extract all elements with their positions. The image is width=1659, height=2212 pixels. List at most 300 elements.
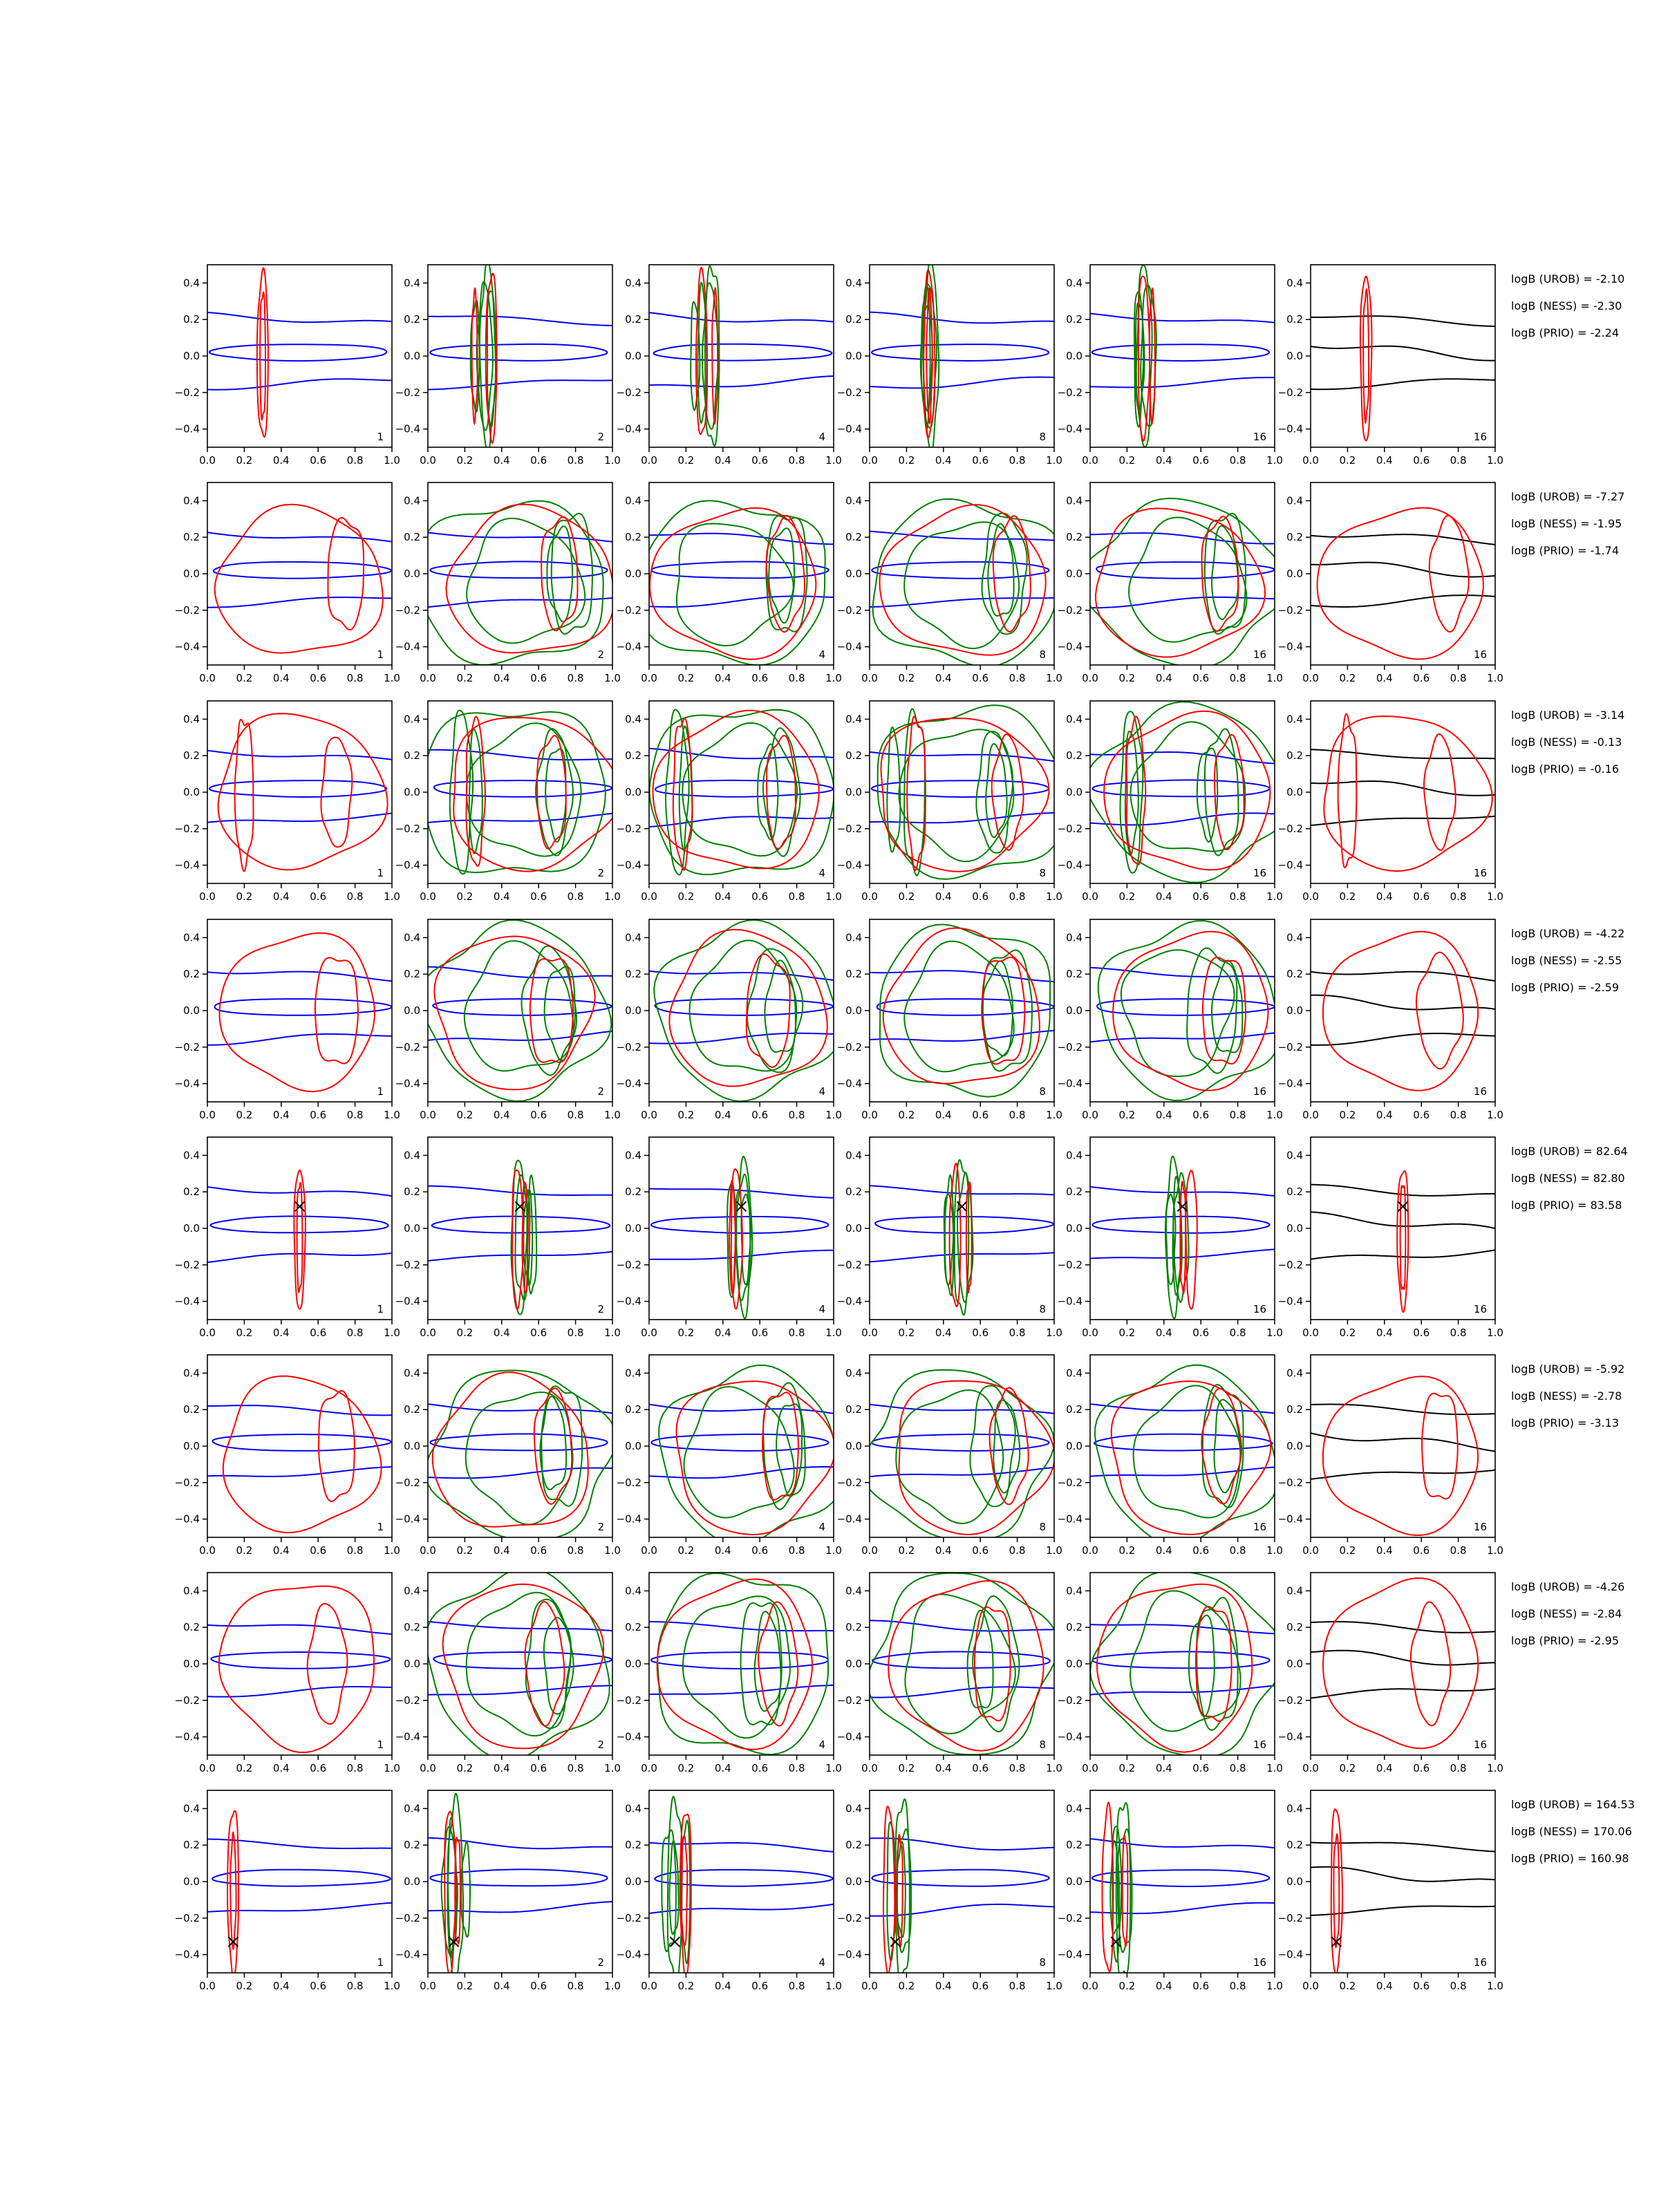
panel-sample-count: 8 (1039, 1303, 1046, 1315)
logb-annotation: logB (PRIO) = -1.74 (1511, 544, 1619, 557)
prior-band-upper (207, 1405, 392, 1415)
y-tick-label: −0.2 (836, 822, 862, 835)
logb-annotation: logB (PRIO) = 83.58 (1511, 1199, 1622, 1212)
y-tick-label: 0.2 (625, 1185, 641, 1199)
panel-sample-count: 16 (1253, 1303, 1266, 1315)
x-tick-label: 0.2 (677, 1109, 695, 1121)
y-tick-label: 0.0 (845, 1222, 862, 1235)
x-tick-label: 0.4 (714, 1327, 731, 1339)
x-tick-label: 0.8 (1450, 1109, 1467, 1121)
prior-ellipse (875, 1217, 1053, 1233)
prior-band-lower (1311, 1689, 1495, 1698)
y-tick-label: −0.2 (174, 1040, 200, 1053)
red-contour (308, 1604, 348, 1724)
x-tick-label: 0.2 (1118, 890, 1136, 903)
x-tick-label: 0.0 (861, 1762, 878, 1774)
panel-sample-count: 16 (1253, 1738, 1266, 1751)
logb-annotation: logB (NESS) = -1.95 (1511, 517, 1622, 530)
subplot-panel (1278, 1137, 1503, 1339)
x-tick-label: 1.0 (825, 1980, 842, 1992)
y-tick-label: 0.4 (1286, 931, 1303, 944)
prior-band-mid (1311, 346, 1495, 361)
y-tick-label: 0.4 (625, 713, 641, 726)
y-tick-label: 0.0 (1286, 1658, 1303, 1670)
y-tick-label: −0.4 (1057, 1077, 1082, 1090)
panel-sample-count: 16 (1253, 1956, 1266, 1969)
panel-sample-count: 4 (818, 1521, 825, 1533)
x-tick-label: 1.0 (384, 1109, 400, 1121)
x-tick-label: 0.6 (1192, 890, 1210, 903)
x-tick-label: 0.0 (1082, 454, 1098, 467)
y-tick-label: 0.4 (404, 494, 420, 507)
y-tick-label: −0.2 (1277, 1694, 1303, 1707)
y-tick-label: 0.4 (183, 1584, 200, 1597)
prior-band-upper (870, 752, 1054, 761)
x-tick-label: 1.0 (1487, 672, 1503, 684)
y-tick-label: 0.4 (183, 1149, 200, 1162)
subplot-panel (617, 1573, 842, 1774)
contour-layer (1311, 932, 1495, 1091)
y-tick-label: 0.4 (183, 1802, 200, 1815)
contour-layer (207, 1170, 392, 1309)
subplot-panel (837, 701, 1062, 903)
y-tick-label: 0.4 (625, 494, 641, 507)
prior-band-upper (649, 312, 834, 321)
subplot-panel (1278, 265, 1503, 467)
x-tick-label: 0.0 (199, 672, 216, 684)
y-tick-label: 0.2 (1066, 1185, 1082, 1199)
y-tick-label: −0.4 (1057, 1730, 1082, 1743)
prior-band-upper (1090, 314, 1275, 323)
y-tick-label: 0.2 (625, 313, 641, 326)
prior-band-upper (207, 972, 392, 982)
y-tick-label: 0.2 (625, 749, 641, 762)
x-tick-label: 0.0 (1082, 1544, 1098, 1557)
axes-frame (1311, 919, 1495, 1102)
y-tick-label: 0.0 (845, 1658, 862, 1670)
prior-band-lower (428, 380, 612, 389)
prior-band-lower (1311, 1250, 1495, 1259)
y-tick-label: 0.2 (1286, 1185, 1303, 1199)
x-tick-label: 0.2 (1118, 1980, 1136, 1992)
x-tick-label: 0.4 (272, 890, 290, 903)
x-tick-label: 0.6 (1413, 1327, 1430, 1339)
x-tick-label: 0.6 (1192, 1109, 1210, 1121)
red-contour (1113, 932, 1268, 1091)
logb-annotation: logB (UROB) = 82.64 (1511, 1145, 1628, 1158)
y-tick-label: 0.0 (183, 1004, 200, 1017)
y-tick-label: −0.4 (1057, 859, 1082, 872)
y-tick-label: −0.4 (616, 422, 641, 435)
green-contour (536, 729, 573, 856)
figure-row (175, 701, 1625, 903)
x-tick-label: 1.0 (604, 1762, 621, 1774)
prior-ellipse (434, 780, 612, 797)
red-contour (1323, 932, 1478, 1091)
y-tick-label: −0.2 (616, 822, 641, 835)
y-tick-label: 0.4 (845, 276, 862, 290)
x-tick-label: 1.0 (825, 1762, 842, 1774)
x-tick-label: 0.4 (493, 1762, 510, 1774)
y-tick-label: 0.4 (183, 931, 200, 944)
x-tick-label: 0.0 (420, 1327, 436, 1339)
y-tick-label: −0.2 (395, 1040, 420, 1053)
logb-annotation: logB (UROB) = 164.53 (1511, 1798, 1635, 1811)
logb-annotation: logB (NESS) = -2.30 (1511, 299, 1622, 312)
contour-layer (870, 259, 1054, 453)
subplot-panel (395, 482, 621, 684)
prior-band-lower (1311, 1033, 1495, 1045)
x-tick-label: 0.4 (272, 1327, 290, 1339)
y-tick-label: 0.0 (845, 786, 862, 798)
green-contour (766, 516, 807, 631)
red-contour (218, 713, 388, 870)
contour-layer (207, 1586, 392, 1753)
x-tick-label: 0.6 (751, 1109, 769, 1121)
x-tick-label: 0.4 (272, 454, 290, 467)
y-tick-label: 0.2 (625, 1621, 641, 1634)
y-tick-label: 0.0 (404, 1658, 420, 1670)
panel-sample-count: 16 (1253, 431, 1266, 443)
y-tick-label: −0.4 (616, 1948, 641, 1961)
y-tick-label: −0.2 (1057, 1476, 1082, 1489)
prior-band-upper (428, 1622, 612, 1631)
x-tick-label: 0.6 (530, 1109, 547, 1121)
prior-band-mid (1311, 1212, 1495, 1228)
y-tick-label: −0.4 (174, 1512, 200, 1526)
x-tick-label: 1.0 (1046, 890, 1062, 903)
prior-ellipse (210, 1217, 388, 1233)
prior-band-upper (649, 1622, 834, 1631)
y-tick-label: 0.2 (625, 968, 641, 981)
prior-band-lower (207, 1687, 392, 1697)
y-tick-label: −0.2 (174, 1694, 200, 1707)
x-tick-label: 0.8 (1229, 1109, 1246, 1121)
prior-ellipse (1092, 1651, 1269, 1668)
red-contour (321, 738, 353, 847)
figure-row (175, 1567, 1625, 1774)
y-tick-label: 0.2 (1066, 1403, 1082, 1416)
y-tick-label: 0.2 (1066, 531, 1082, 544)
x-tick-label: 0.6 (1413, 454, 1430, 467)
y-tick-label: 0.4 (625, 1802, 641, 1815)
prior-band-upper (207, 1625, 392, 1634)
contour-layer (649, 1573, 834, 1754)
prior-band-upper (870, 312, 1054, 324)
red-contour (1096, 508, 1265, 657)
true-value-marker (1398, 1201, 1408, 1211)
subplot-panel (175, 1790, 400, 1992)
x-tick-label: 0.8 (1009, 1327, 1026, 1339)
prior-band-lower (649, 1904, 834, 1913)
x-tick-label: 0.4 (1376, 1980, 1393, 1992)
y-tick-label: 0.4 (1066, 1802, 1082, 1815)
subplot-panel (1278, 1573, 1503, 1774)
y-tick-label: 0.2 (1286, 968, 1303, 981)
panel-sample-count: 16 (1473, 1085, 1487, 1098)
x-tick-label: 1.0 (1266, 1327, 1283, 1339)
green-contour (1079, 498, 1288, 667)
x-tick-label: 0.0 (420, 454, 436, 467)
y-tick-label: 0.0 (1286, 786, 1303, 798)
contour-layer (870, 499, 1062, 667)
x-tick-label: 1.0 (1487, 1327, 1503, 1339)
red-contour (1397, 1171, 1408, 1312)
x-tick-label: 0.4 (272, 672, 290, 684)
y-tick-label: 0.0 (404, 1440, 420, 1452)
x-tick-label: 1.0 (384, 1980, 400, 1992)
x-tick-label: 0.2 (456, 672, 474, 684)
prior-band-upper (1311, 749, 1495, 758)
green-contour (1205, 729, 1239, 856)
y-tick-label: 0.0 (404, 1004, 420, 1017)
x-tick-label: 0.2 (677, 1327, 695, 1339)
x-tick-label: 0.8 (1450, 1762, 1467, 1774)
y-tick-label: 0.4 (845, 1149, 862, 1162)
x-tick-label: 0.8 (788, 1327, 805, 1339)
y-tick-label: 0.4 (845, 713, 862, 726)
prior-ellipse (209, 780, 386, 797)
y-tick-label: 0.0 (183, 1658, 200, 1670)
contour-layer (649, 1365, 841, 1545)
x-tick-label: 0.0 (1302, 1762, 1319, 1774)
x-tick-label: 0.4 (714, 1109, 731, 1121)
x-tick-label: 0.2 (677, 454, 695, 467)
y-tick-label: −0.4 (1277, 1730, 1303, 1743)
contour-layer (207, 1376, 392, 1533)
y-tick-label: 0.2 (845, 1621, 862, 1634)
y-tick-label: −0.2 (836, 1694, 862, 1707)
y-tick-label: 0.2 (183, 1403, 200, 1416)
x-tick-label: 0.0 (420, 890, 436, 903)
prior-band-lower (1090, 377, 1275, 387)
prior-ellipse (211, 1652, 390, 1669)
logb-annotation: logB (UROB) = -4.26 (1511, 1580, 1625, 1593)
logb-annotation: logB (PRIO) = -2.95 (1511, 1634, 1619, 1647)
prior-ellipse (1096, 562, 1274, 579)
y-tick-label: 0.4 (183, 713, 200, 726)
x-tick-label: 1.0 (1046, 672, 1062, 684)
x-tick-label: 0.0 (420, 1980, 436, 1992)
red-contour (650, 508, 816, 659)
subplot-panel (1058, 1571, 1286, 1774)
y-tick-label: −0.4 (1277, 422, 1303, 435)
x-tick-label: 1.0 (1487, 890, 1503, 903)
y-tick-label: −0.2 (1277, 1476, 1303, 1489)
prior-ellipse (209, 344, 386, 361)
y-tick-label: 0.0 (1066, 1440, 1082, 1452)
green-contour (1098, 921, 1280, 1100)
red-contour (1338, 714, 1357, 868)
x-tick-label: 0.4 (493, 1327, 510, 1339)
x-tick-label: 0.8 (1450, 890, 1467, 903)
x-tick-label: 0.4 (935, 1980, 952, 1992)
green-contour (861, 1370, 1054, 1541)
x-tick-label: 0.6 (530, 1544, 547, 1557)
y-tick-label: −0.4 (836, 1295, 862, 1308)
y-tick-label: 0.4 (625, 1367, 641, 1380)
y-tick-label: 0.0 (1066, 1222, 1082, 1235)
x-tick-label: 0.0 (641, 1762, 657, 1774)
x-tick-label: 0.6 (972, 890, 989, 903)
x-tick-label: 0.4 (1376, 672, 1393, 684)
subplot-panel (617, 919, 842, 1121)
green-contour (868, 1573, 1058, 1755)
y-tick-label: 0.0 (1286, 568, 1303, 580)
green-contour (741, 1603, 782, 1725)
panel-sample-count: 2 (597, 867, 604, 879)
contour-layer (1311, 1578, 1495, 1748)
y-tick-label: −0.2 (1057, 1694, 1082, 1707)
contour-layer (1311, 714, 1495, 871)
y-tick-label: 0.4 (1286, 1367, 1303, 1380)
y-tick-label: 0.2 (1066, 1839, 1082, 1852)
logb-annotation: logB (PRIO) = -0.16 (1511, 762, 1619, 776)
x-tick-label: 0.2 (898, 1327, 915, 1339)
x-tick-label: 0.6 (1192, 454, 1210, 467)
y-tick-label: −0.4 (1057, 640, 1082, 653)
prior-ellipse (872, 344, 1049, 361)
prior-band-upper (649, 971, 834, 980)
y-tick-label: −0.4 (1057, 1512, 1082, 1526)
x-tick-label: 0.6 (751, 454, 769, 467)
y-tick-label: −0.4 (174, 1948, 200, 1961)
axes-frame (428, 1573, 612, 1755)
y-tick-label: −0.2 (616, 603, 641, 617)
axes-frame (428, 919, 612, 1102)
subplot-panel (175, 919, 400, 1121)
x-tick-label: 0.2 (1339, 1980, 1356, 1992)
y-tick-label: 0.2 (183, 531, 200, 544)
y-tick-label: 0.4 (625, 1149, 641, 1162)
x-tick-label: 0.6 (1413, 1980, 1430, 1992)
panel-sample-count: 16 (1253, 1085, 1266, 1098)
subplot-panel (617, 1137, 842, 1339)
contour-layer (649, 1797, 834, 1985)
logb-annotation: logB (UROB) = -4.22 (1511, 927, 1625, 940)
red-contour (888, 1581, 1043, 1751)
x-tick-label: 0.4 (1155, 1109, 1172, 1121)
x-tick-label: 0.0 (420, 1109, 436, 1121)
x-tick-label: 0.8 (1009, 1762, 1026, 1774)
panel-sample-count: 8 (1039, 1738, 1046, 1751)
red-contour (1422, 1394, 1458, 1499)
x-tick-label: 0.6 (751, 1762, 769, 1774)
x-tick-label: 0.8 (1009, 672, 1026, 684)
x-tick-label: 0.2 (456, 1762, 474, 1774)
x-tick-label: 0.6 (751, 1980, 769, 1992)
panel-sample-count: 16 (1473, 1303, 1487, 1315)
subplot-panel (837, 1355, 1062, 1557)
panel-sample-count: 16 (1473, 648, 1487, 661)
y-tick-label: −0.2 (395, 1476, 420, 1489)
prior-band-mid (1311, 1651, 1495, 1665)
y-tick-label: 0.2 (404, 749, 420, 762)
panel-sample-count: 8 (1039, 1521, 1046, 1533)
y-tick-label: 0.4 (1066, 1584, 1082, 1597)
x-tick-label: 0.0 (199, 890, 216, 903)
x-tick-label: 0.2 (236, 1109, 253, 1121)
x-tick-label: 0.8 (346, 1762, 364, 1774)
subplot-panel (617, 1355, 842, 1557)
y-tick-label: 0.2 (404, 1839, 420, 1852)
figure-row (175, 919, 1625, 1121)
contour-layer (207, 933, 392, 1092)
x-tick-label: 0.8 (346, 1327, 364, 1339)
y-tick-label: −0.4 (836, 1948, 862, 1961)
green-contour (1203, 1385, 1244, 1508)
contour-layer (1090, 1803, 1275, 1979)
subplot-panel (837, 1573, 1062, 1774)
y-tick-label: 0.0 (1286, 350, 1303, 362)
x-tick-label: 0.6 (1192, 672, 1210, 684)
x-tick-label: 0.6 (751, 890, 769, 903)
green-contour (988, 524, 1013, 617)
prior-band-mid (1311, 1433, 1495, 1451)
x-tick-label: 0.2 (1118, 454, 1136, 467)
x-tick-label: 0.2 (1339, 672, 1356, 684)
x-tick-label: 0.6 (972, 1544, 989, 1557)
x-tick-label: 0.2 (1118, 1544, 1136, 1557)
x-tick-label: 0.6 (310, 1980, 327, 1992)
contour-layer (1311, 1171, 1495, 1312)
y-tick-label: −0.4 (174, 1730, 200, 1743)
red-contour (1185, 1170, 1197, 1309)
x-tick-label: 0.4 (935, 1544, 952, 1557)
x-tick-label: 0.8 (1229, 1980, 1246, 1992)
red-contour (297, 1183, 303, 1292)
panel-sample-count: 1 (377, 1738, 384, 1751)
x-tick-label: 0.8 (788, 454, 805, 467)
x-tick-label: 0.2 (898, 890, 915, 903)
y-tick-label: −0.4 (836, 1512, 862, 1526)
y-tick-label: 0.2 (1066, 749, 1082, 762)
x-tick-label: 1.0 (604, 1327, 621, 1339)
y-tick-label: 0.4 (1286, 1584, 1303, 1597)
prior-band-upper (649, 1405, 834, 1414)
prior-ellipse (430, 344, 607, 361)
x-tick-label: 0.8 (346, 1544, 364, 1557)
x-tick-label: 0.4 (493, 454, 510, 467)
contour-layer (420, 920, 612, 1101)
x-tick-label: 0.8 (1009, 1109, 1026, 1121)
green-contour (1090, 1571, 1285, 1756)
y-tick-label: 0.0 (845, 350, 862, 362)
y-tick-label: 0.4 (404, 276, 420, 290)
x-tick-label: 0.6 (310, 890, 327, 903)
y-tick-label: 0.0 (404, 1222, 420, 1235)
x-tick-label: 0.2 (1339, 1762, 1356, 1774)
contour-layer (1090, 921, 1280, 1100)
subplot-panel (837, 919, 1062, 1121)
y-tick-label: −0.4 (1277, 859, 1303, 872)
y-tick-label: −0.2 (1057, 603, 1082, 617)
subplot-panel (395, 1137, 621, 1339)
y-tick-label: 0.2 (1286, 1621, 1303, 1634)
x-tick-label: 0.0 (199, 454, 216, 467)
x-tick-label: 0.8 (1450, 454, 1467, 467)
y-tick-label: 0.4 (845, 931, 862, 944)
x-tick-label: 0.4 (935, 1327, 952, 1339)
y-tick-label: −0.2 (174, 603, 200, 617)
green-contour (465, 941, 574, 1071)
x-tick-label: 0.2 (1339, 890, 1356, 903)
x-tick-label: 0.6 (310, 1327, 327, 1339)
logb-annotation: logB (NESS) = -2.78 (1511, 1389, 1622, 1403)
y-tick-label: 0.0 (404, 350, 420, 362)
axes-frame (1090, 919, 1275, 1102)
x-tick-label: 0.4 (714, 672, 731, 684)
